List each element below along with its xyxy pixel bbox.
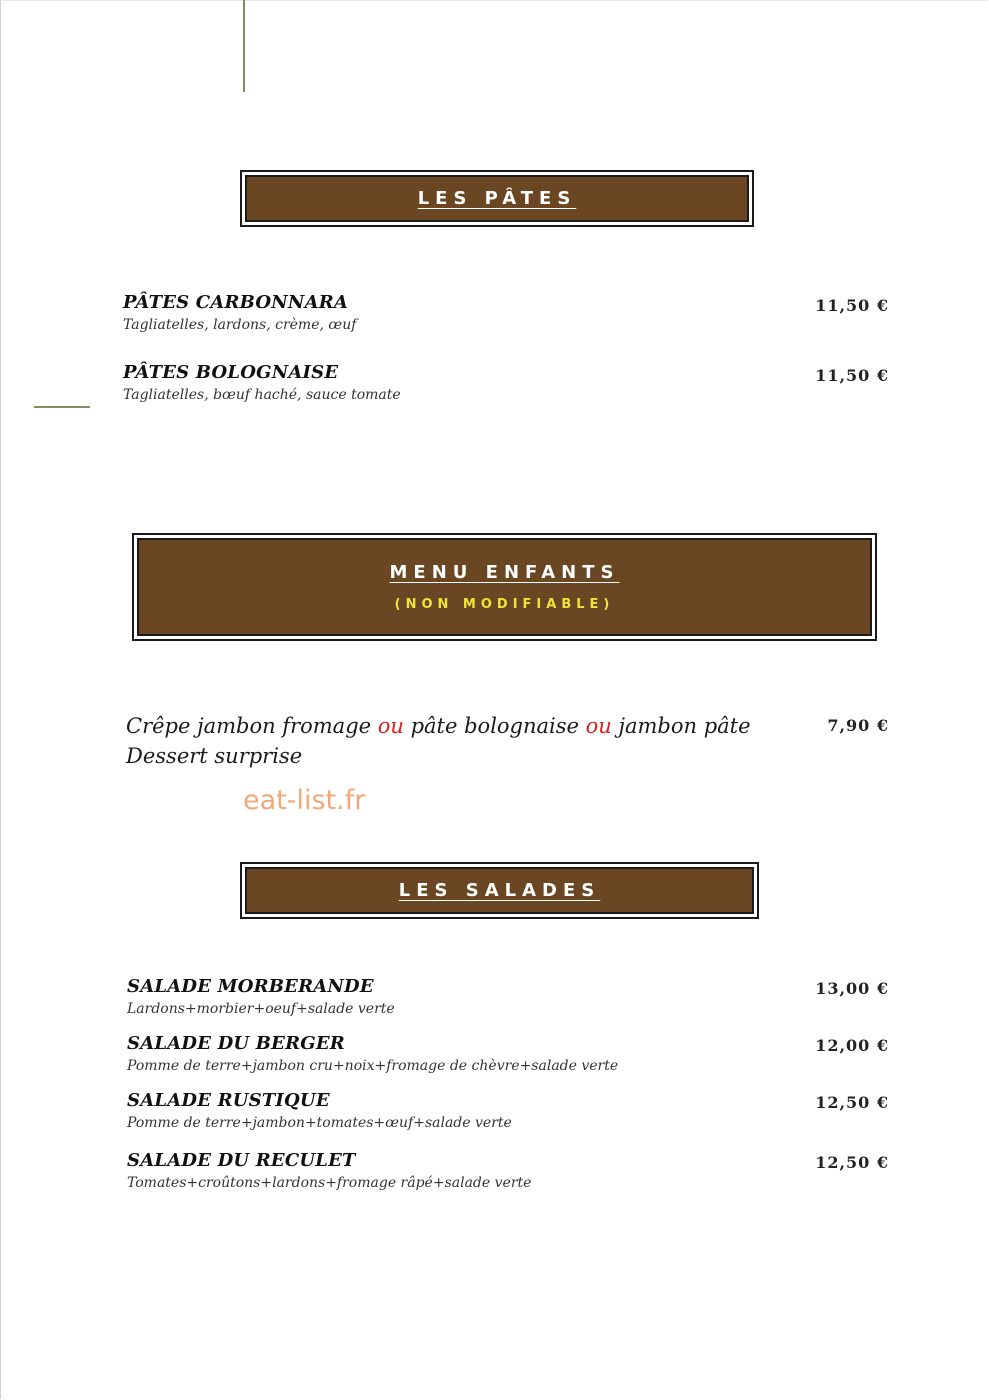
watermark: eat-list.fr — [243, 785, 366, 816]
decorative-vertical-line — [243, 0, 245, 92]
item-price: 12,50 € — [815, 1153, 889, 1172]
enfants-title: MENU ENFANTS — [389, 562, 620, 583]
item-description: Tomates+croûtons+lardons+fromage râpé+salade verte — [127, 1175, 532, 1191]
item-description: Pomme de terre+jambon+tomates+œuf+salade verte — [127, 1115, 512, 1131]
item-price: 11,50 € — [815, 366, 889, 385]
item-price: 12,00 € — [815, 1036, 889, 1055]
enfants-choice-line — [126, 714, 751, 738]
item-name: PÂTES CARBONNARA — [123, 292, 349, 313]
item-price: 11,50 € — [815, 296, 889, 315]
enfants-subtitle: (NON MODIFIABLE) — [394, 597, 615, 612]
item-description: Lardons+morbier+oeuf+salade verte — [127, 1001, 395, 1017]
item-description: Tagliatelles, bœuf haché, sauce tomate — [123, 387, 401, 403]
or-separator-2: ou — [585, 714, 612, 738]
salades-title: LES SALADES — [398, 880, 601, 901]
item-name: SALADE RUSTIQUE — [127, 1090, 330, 1111]
enfants-banner — [132, 533, 877, 641]
enfants-price: 7,90 € — [827, 716, 889, 735]
enfants-option-1: Crêpe jambon fromage — [126, 714, 378, 738]
item-price: 12,50 € — [815, 1093, 889, 1112]
enfants-option-3: jambon pâte — [611, 714, 751, 738]
pates-title: LES PÂTES — [417, 188, 577, 209]
item-name: SALADE DU BERGER — [127, 1033, 345, 1054]
enfants-option-2: pâte bolognaise — [403, 714, 586, 738]
item-description: Tagliatelles, lardons, crème, œuf — [123, 317, 357, 333]
item-description: Pomme de terre+jambon cru+noix+fromage de chèvre+salade verte — [127, 1058, 619, 1074]
salades-banner-inner — [245, 867, 754, 914]
item-name: SALADE MORBERANDE — [127, 976, 374, 997]
decorative-horizontal-line — [34, 406, 90, 408]
item-name: PÂTES BOLOGNAISE — [123, 362, 339, 383]
pates-banner — [240, 170, 754, 227]
enfants-banner-inner — [137, 538, 872, 636]
enfants-dessert-line: Dessert surprise — [126, 744, 303, 768]
salades-banner — [240, 862, 759, 919]
or-separator-1: ou — [377, 714, 404, 738]
item-price: 13,00 € — [815, 979, 889, 998]
item-name: SALADE DU RECULET — [127, 1150, 356, 1171]
pates-banner-inner — [245, 175, 749, 222]
